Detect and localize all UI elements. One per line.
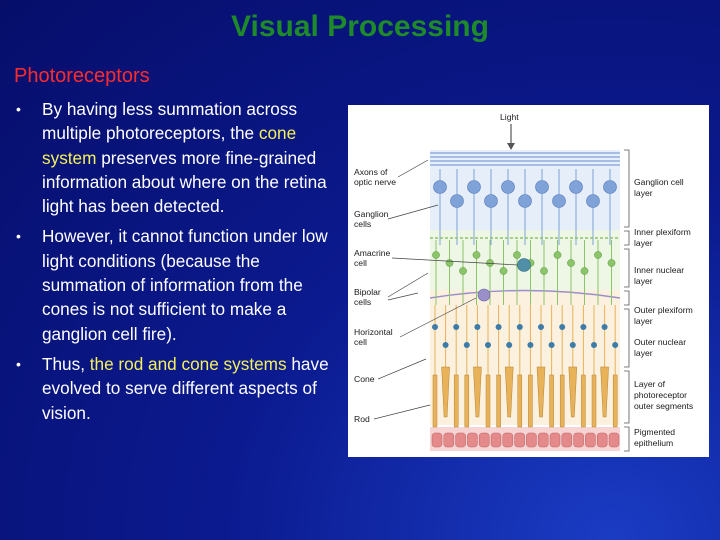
epithelium-cell (467, 433, 477, 447)
epithelium-cell (526, 433, 536, 447)
photoreceptor-nucleus (453, 324, 459, 330)
bipolar-cell (432, 251, 439, 258)
bullet-dot-icon: • (16, 228, 21, 245)
horizontal-cell (478, 289, 490, 301)
rod-outer-segment (518, 375, 522, 427)
rod-outer-segment (560, 375, 564, 427)
label-gcl-line2: layer (634, 188, 653, 198)
rod-outer-segment (465, 375, 469, 427)
photoreceptor-nucleus (549, 342, 555, 348)
epithelium-cell (444, 433, 454, 447)
photoreceptor-nucleus (432, 324, 438, 330)
bullet-item (14, 97, 334, 218)
ganglion-cell (434, 181, 447, 194)
photoreceptor-nucleus (485, 342, 491, 348)
bullet-item (14, 352, 334, 425)
label-opl-line2: layer (634, 316, 653, 326)
rod-outer-segment (433, 375, 437, 427)
label-cone: Cone (354, 374, 375, 384)
slide-subtitle: Photoreceptors (14, 65, 150, 87)
light-label: Light (500, 112, 519, 122)
label-inl-line1: Inner nuclear (634, 265, 685, 275)
ganglion-cell (519, 195, 532, 208)
photoreceptor-nucleus (559, 324, 565, 330)
amacrine-cell (518, 259, 531, 272)
label-horizontal-line1: Horizontal (354, 327, 393, 337)
epithelium-cell (550, 433, 560, 447)
photoreceptor-nucleus (517, 324, 523, 330)
label-ganglion-line1: Ganglion (354, 209, 389, 219)
label-prl-line1: Layer of (634, 379, 666, 389)
bullet-text: have evolved to serve different aspects of vision. (42, 353, 329, 423)
label-opl-line1: Outer plexiform (634, 305, 693, 315)
epithelium-cell (491, 433, 501, 447)
bullet-highlight: cone system (42, 123, 297, 168)
ganglion-cell (468, 181, 481, 194)
label-axons-line1: Axons of (354, 167, 388, 177)
bipolar-cell (608, 259, 615, 266)
rod-outer-segment (528, 375, 532, 427)
bipolar-cell (554, 251, 561, 258)
epithelium-cell (609, 433, 619, 447)
epithelium-cell (574, 433, 584, 447)
bullet-dot-icon: • (16, 355, 21, 372)
label-ipl-line1: Inner plexiform (634, 227, 691, 237)
photoreceptor-nucleus (474, 324, 480, 330)
epithelium-cell (562, 433, 572, 447)
photoreceptor-nucleus (591, 342, 597, 348)
ganglion-cell (587, 195, 600, 208)
bipolar-cell (594, 251, 601, 258)
bipolar-cell (581, 267, 588, 274)
label-rod: Rod (354, 414, 370, 424)
rod-outer-segment (581, 375, 585, 427)
bipolar-cell (513, 251, 520, 258)
label-pe-line1: Pigmented (634, 427, 676, 437)
label-gcl-line1: Ganglion cell (634, 177, 684, 187)
photoreceptor-nucleus (527, 342, 533, 348)
ganglion-cell (553, 195, 566, 208)
label-prl-line2: photoreceptor (634, 390, 688, 400)
rod-outer-segment (613, 375, 617, 427)
rod-outer-segment (497, 375, 501, 427)
photoreceptor-nucleus (464, 342, 470, 348)
bullet-list (14, 97, 334, 431)
bullet-text: Thus, (42, 353, 90, 374)
bipolar-cell (567, 259, 574, 266)
photoreceptor-nucleus (496, 324, 502, 330)
epithelium-cell (538, 433, 548, 447)
ganglion-cell (502, 181, 515, 194)
bullet-item (14, 224, 334, 345)
light-arrowhead-icon (507, 143, 515, 150)
bullet-highlight: the rod and cone systems (89, 353, 287, 374)
retina-cells (430, 150, 620, 451)
ganglion-cell (485, 195, 498, 208)
label-bipolar-line2: cells (354, 297, 372, 307)
label-ipl-line2: layer (634, 238, 653, 248)
retina-diagram (348, 105, 709, 457)
label-bipolar-line1: Bipolar (354, 287, 381, 297)
photoreceptor-nucleus (602, 324, 608, 330)
bullet-text: By having less summation across multiple photoreceptors, the (42, 99, 298, 144)
epithelium-cell (503, 433, 513, 447)
right-layer-brackets (624, 150, 629, 451)
label-horizontal-line2: cell (354, 337, 367, 347)
epithelium-cell (597, 433, 607, 447)
label-ganglion-line2: cells (354, 219, 372, 229)
ganglion-cell (604, 181, 617, 194)
bullet-dot-icon: • (16, 101, 21, 117)
bipolar-cell (446, 259, 453, 266)
epithelium-cell (515, 433, 525, 447)
ganglion-cell (536, 181, 549, 194)
retina-diagram-svg (348, 105, 709, 457)
rod-outer-segment (454, 375, 458, 427)
label-amacrine-line2: cell (354, 258, 367, 268)
photoreceptor-nucleus (443, 342, 449, 348)
photoreceptor-nucleus (538, 324, 544, 330)
photoreceptor-nucleus (506, 342, 512, 348)
label-inl-line2: layer (634, 276, 653, 286)
rod-outer-segment (592, 375, 596, 427)
epithelium-cell (432, 433, 442, 447)
ganglion-cell (451, 195, 464, 208)
rod-outer-segment (550, 375, 554, 427)
photoreceptor-nucleus (580, 324, 586, 330)
photoreceptor-band (430, 290, 620, 425)
photoreceptor-nucleus (612, 342, 618, 348)
epithelium-cell (456, 433, 466, 447)
label-pe-line2: epithelium (634, 438, 674, 448)
bipolar-cell (459, 267, 466, 274)
epithelium-cell (585, 433, 595, 447)
bipolar-cell (500, 267, 507, 274)
bullet-text: However, it cannot function under low light conditions (because the summation of information from the cones is not sufficient to make a ganglion cell fire). (42, 226, 328, 344)
label-axons-line2: optic nerve (354, 177, 397, 187)
epithelium-cell (479, 433, 489, 447)
photoreceptor-nucleus (570, 342, 576, 348)
label-onl-line2: layer (634, 348, 653, 358)
label-amacrine-line1: Amacrine (354, 248, 391, 258)
slide-title: Visual Processing (231, 10, 489, 43)
bullet-text: preserves more fine-grained information about where on the retina light has been detected. (42, 147, 327, 217)
bipolar-cell (473, 251, 480, 258)
rod-outer-segment (486, 375, 490, 427)
ganglion-cell (570, 181, 583, 194)
label-onl-line1: Outer nuclear (634, 337, 687, 347)
label-prl-line3: outer segments (634, 401, 694, 411)
bipolar-cell (540, 267, 547, 274)
